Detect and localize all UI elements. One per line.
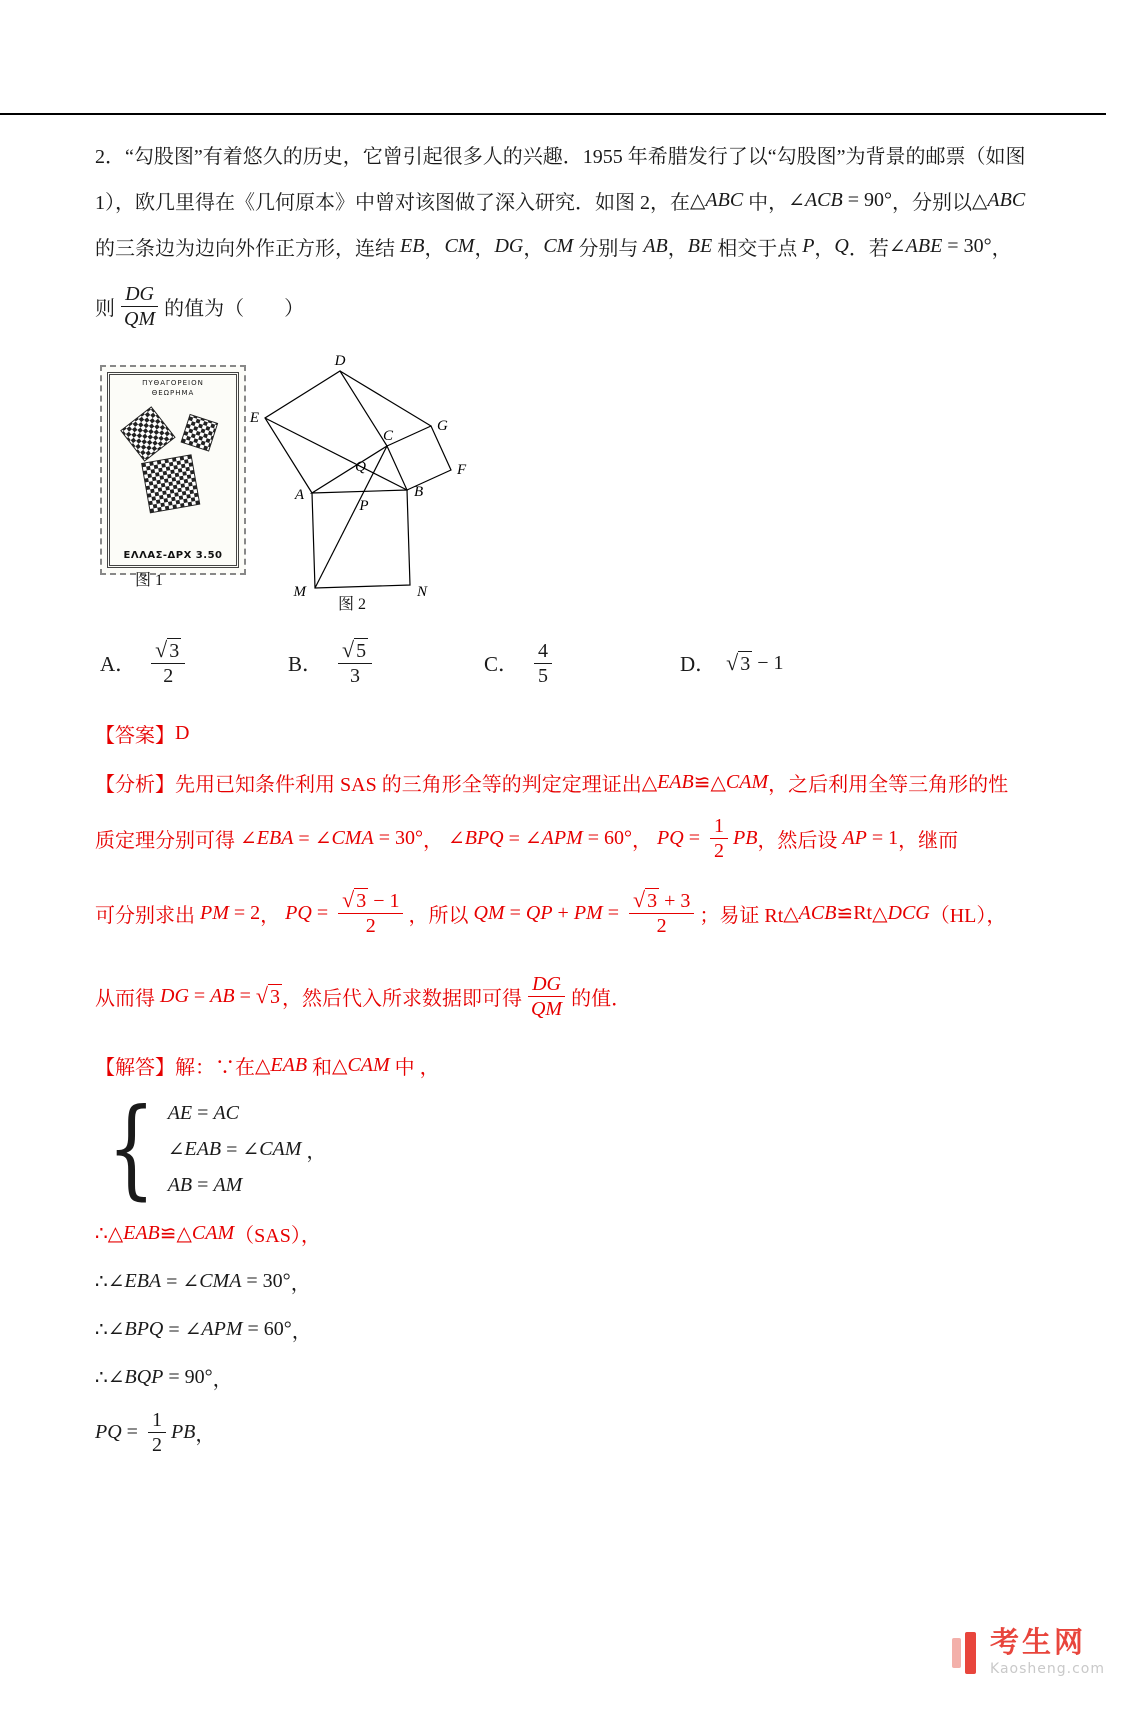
option-d-label: D． — [680, 652, 717, 676]
stamp-frame — [107, 372, 239, 568]
analysis-line-3: 可分别求出 PM = 2 ， PQ = √ 3 − 1 2 ，所以 QM = QP + PM = √ 3 + 3 2 ；易证 Rt △ ACB ≌ Rt △ DCG （HL）， — [95, 887, 1007, 937]
top-divider — [0, 113, 1106, 115]
stamp-figure — [100, 365, 246, 575]
segment-dg — [340, 371, 431, 426]
point-label-c: C — [382, 428, 394, 444]
option-a-value: √ 3 2 — [146, 638, 190, 688]
point-label-m: M — [293, 584, 306, 600]
stamp-pythagorean-art — [119, 401, 227, 519]
option-c-value: $\frac{4}{5}$ — [529, 639, 557, 688]
square-on-bc — [387, 426, 451, 490]
problem-line-3: 的三条边为边向外作正方形，连结 EB ， CM ， DG ， CM 分别与 AB ， BE 相交于点 P ， Q ．若 ∠ ABE = 30° ， — [95, 234, 1012, 260]
solution-line-1: ∴△ EAB ≌△ CAM （SAS）， — [95, 1221, 321, 1247]
point-label-n: N — [417, 584, 428, 600]
option-b-label: B． — [288, 652, 324, 676]
point-label-q: Q — [355, 459, 366, 475]
analysis-line-2: 质定理分别可得 ∠ EBA = ∠ CMA = 30° ， ∠ BPQ = ∠ APM = 60° ， PQ = $\frac{1}{2}$ PB ，然后设 AP = 1 ，继而 — [95, 814, 959, 862]
option-d — [680, 648, 784, 678]
answer-line — [95, 715, 1036, 751]
equation-system — [97, 1086, 1036, 1211]
option-b — [288, 638, 484, 688]
point-label-a: A — [294, 487, 304, 503]
analysis-line-1: 【分析】先用已知条件利用 SAS 的三角形全等的判定定理证出 △ EAB ≌△ CAM ，之后利用全等三角形的性 — [95, 770, 1009, 796]
option-a-label: A． — [100, 652, 137, 676]
solution-section — [95, 1041, 1036, 1463]
option-a — [100, 638, 288, 688]
segment-cm — [315, 446, 387, 588]
stamp-top-text-1: ΠΥΘΑΓΟΡΕΙΟΝ — [142, 379, 204, 387]
figure2-caption: 图 2 — [338, 596, 367, 613]
figure1-caption: 图 1 — [135, 572, 164, 589]
option-c — [484, 639, 680, 688]
site-watermark — [950, 1625, 1105, 1677]
answer-value: D — [175, 721, 190, 744]
stamp-top-text-2: ΘΕΩΡΗΜΑ — [151, 388, 195, 397]
answer-tag: 【答案】 — [95, 724, 175, 747]
analysis-section — [95, 759, 1036, 1037]
solution-intro: 【解答】解：∵在 △ EAB 和 △ CAM 中 ， — [95, 1053, 440, 1079]
stamp-bottom-text: ΕΛΛΑΣ-ΔΡΧ 3.50 — [123, 550, 223, 561]
figures-row — [95, 351, 1036, 613]
document-page — [0, 113, 1131, 1677]
system-row-3: AB = AM — [167, 1173, 243, 1196]
answer-options — [95, 631, 1036, 695]
point-label-d: D — [334, 353, 346, 369]
system-row-1: AE = AC — [167, 1101, 239, 1124]
solution-line-5: PQ = $\frac{1}{2}$ PB ， — [95, 1408, 216, 1456]
problem-line-4: 则 $\frac{DG}{QM}$ 的值为（ ） — [95, 282, 305, 330]
point-label-f: F — [457, 462, 467, 478]
problem-line-2: 1），欧几里得在《几何原本》中曾对该图做了深入研究．如图 2，在 △ ABC 中， ∠ ACB = 90° ，分别以 △ ABC — [95, 188, 1026, 214]
kaosheng-logo-icon — [950, 1630, 982, 1676]
figure2-geometry-diagram — [245, 353, 477, 605]
point-label-g: G — [437, 418, 448, 434]
point-label-p: P — [359, 498, 369, 514]
point-label-b: B — [414, 484, 424, 500]
system-row-2: ∠ EAB = ∠ CAM ， — [167, 1137, 327, 1163]
solution-line-4: ∴∠ BQP = 90° ， — [95, 1365, 233, 1391]
problem-line-1: 2．“勾股图”有着悠久的历史，它曾引起很多人的兴趣．1955 年希腊发行了以“勾股图”为背景的邮票（如图 — [95, 145, 1026, 168]
solution-line-2: ∴∠ EBA = ∠ CMA = 30° ， — [95, 1269, 311, 1295]
option-b-value: √ 5 3 — [333, 638, 377, 688]
point-label-e: E — [249, 410, 259, 426]
watermark-site-url: Kaosheng.com — [990, 1661, 1105, 1677]
square-on-ac — [265, 371, 387, 493]
watermark-site-name: 考生网 — [990, 1625, 1087, 1659]
analysis-line-4: 从而得 DG = AB = √ 3 ，然后代入所求数据即可得 $\frac{DG}{QM}$ 的值． — [95, 972, 632, 1020]
option-d-value: √ 3 − 1 — [726, 649, 784, 675]
left-brace: { — [107, 1086, 156, 1211]
solution-line-3: ∴∠ BPQ = ∠ APM = 60° ， — [95, 1317, 312, 1343]
option-c-label: C． — [484, 652, 520, 676]
problem-statement — [95, 131, 1036, 343]
